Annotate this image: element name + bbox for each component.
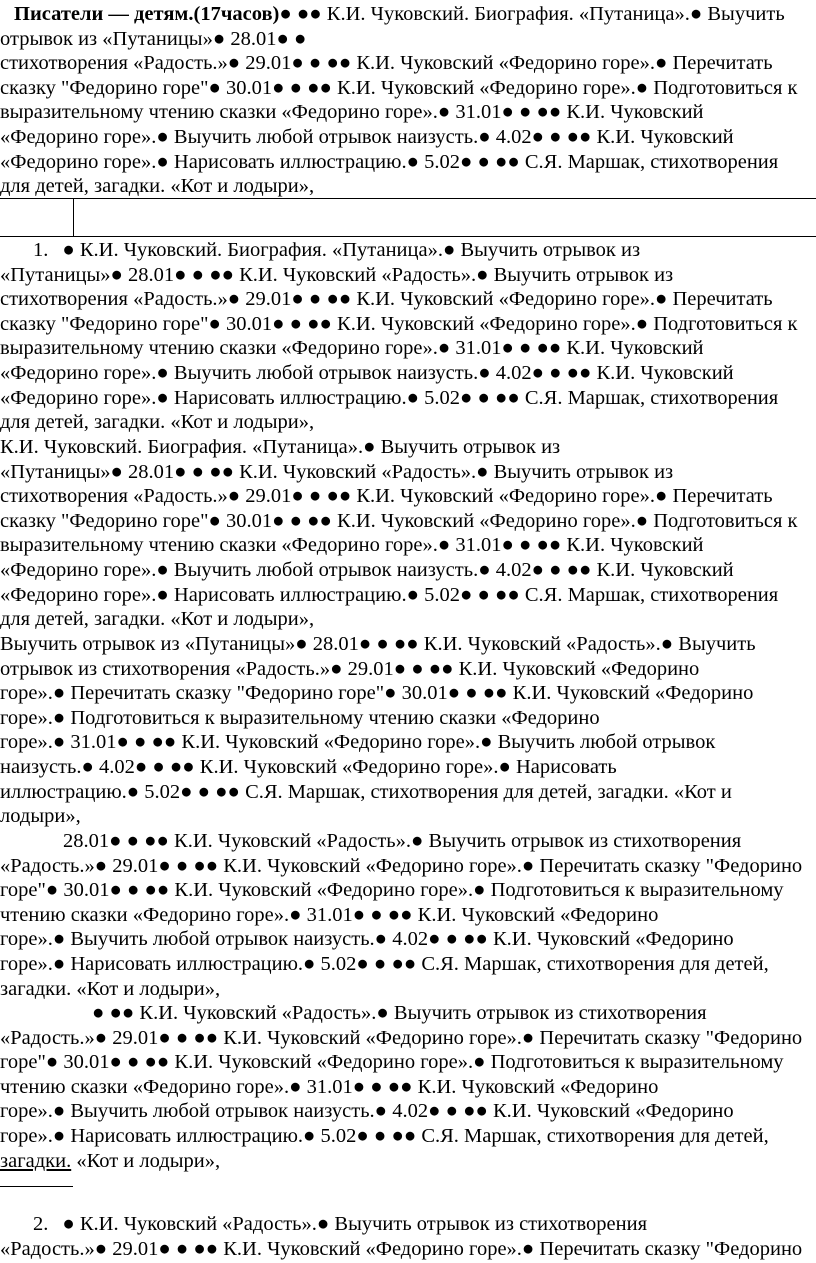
header-text: ● ●● К.И. Чуковский. Биография. «Путаница».● Выучить отрывок из «Путаницы»● 28.01● ● стихотворения «Радость.»● 29.01● ● ●● К.И. Чуковский «Федорино горе».● Перечитать сказку "Федорино горе"● 30.01● ● ●● К.И. Чуковский «Федорино горе».● Подготовиться к выразительному чтению сказки «Федорино горе».● 31.01● ● ●● К.И. Чуковский «Федорино горе».● Выучить любой отрывок наизусть.● 4.02● ● ●● К.И. Чуковский «Федорино горе».● Нарисовать иллюстрацию.● 5.02● ● ●● С.Я. Маршак, стихотворения для детей, загадки. «Кот и лодыри», (0, 3, 798, 198)
section-title: Писатели — детям.(17часов) (14, 3, 280, 25)
paragraph-5-tail: «Кот и лодыри», (71, 1149, 221, 1172)
list-item-text: ● К.И. Чуковский «Радость».● Выучить отрывок из стихотворения «Радость.»● 29.01● ● ●● К.И. Чуковский «Федорино горе».● Перечитать сказку "Федорино (0, 1213, 803, 1260)
list-item-text: ● К.И. Чуковский. Биография. «Путаница».● Выучить отрывок из «Путаницы»● 28.01● ● ●● К.И. Чуковский «Радость».● Выучить отрывок из стихотворения «Радость.»● 29.01● ● ●● К.И. Чуковский «Федорино горе».● Перечитать сказку "Федорино горе"● 30.01● ● ●● К.И. Чуковский «Федорино горе».● Подготовиться к выразительному чтению сказки «Федорино горе».● 31.01● ● ●● К.И. Чуковский «Федорино горе».● Выучить любой отрывок наизусть.● 4.02● ● ●● К.И. Чуковский «Федорино горе».● Нарисовать иллюстрацию.● 5.02● ● ●● С.Я. Маршак, стихотворения для детей, загадки. «Кот и лодыри», (0, 239, 798, 434)
paragraph-2: К.И. Чуковский. Биография. «Путаница».● Выучить отрывок из «Путаницы»● 28.01● ● ●● К.И. Чуковский «Радость».● Выучить отрывок из стихотворения «Радость.»● 29.01● ● ●● К.И. Чуковский «Федорино горе».● Перечитать сказку "Федорино горе"● 30.01● ● ●● К.И. Чуковский «Федорино горе».● Подготовиться к выразительному чтению сказки «Федорино горе».● 31.01● ● ●● К.И. Чуковский «Федорино горе».● Выучить любой отрывок наизусть.● 4.02● ● ●● К.И. Чуковский «Федорино горе».● Нарисовать иллюстрацию.● 5.02● ● ●● С.Я. Маршак, стихотворения для детей, загадки. «Кот и лодыри», (0, 436, 798, 631)
paragraph-5 (0, 1001, 816, 1173)
table-bottom-border (0, 236, 816, 237)
table-top-border (0, 198, 816, 199)
underlined-word: загадки. (0, 1149, 72, 1172)
list-item-2 (0, 1212, 816, 1261)
paragraph-5-text: ● ●● К.И. Чуковский «Радость».● Выучить отрывок из стихотворения «Радость.»● 29.01● ● ●● К.И. Чуковский «Федорино горе».● Перечитать сказку "Федорино горе"● 30.01● ● ●● К.И. Чуковский «Федорино горе».● Подготовиться к выразительному чтению сказки «Федорино горе».● 31.01● ● ●● К.И. Чуковский «Федорино горе».● Выучить любой отрывок наизусть.● 4.02● ● ●● К.И. Чуковский «Федорино горе».● Нарисовать иллюстрацию.● 5.02● ● ●● С.Я. Маршак, стихотворения для детей, (0, 1002, 803, 1147)
paragraph-4: 28.01● ● ●● К.И. Чуковский «Радость».● Выучить отрывок из стихотворения «Радость.»● 29.01● ● ●● К.И. Чуковский «Федорино горе».● Перечитать сказку "Федорино горе"● 30.01● ● ●● К.И. Чуковский «Федорино горе».● Подготовиться к выразительному чтению сказки «Федорино горе».● 31.01● ● ●● К.И. Чуковский «Федорино горе».● Выучить любой отрывок наизусть.● 4.02● ● ●● К.И. Чуковский «Федорино горе».● Нарисовать иллюстрацию.● 5.02● ● ●● С.Я. Маршак, стихотворения для детей, загадки. «Кот и лодыри», (0, 830, 803, 1000)
list-item-number: 2. (33, 1213, 49, 1235)
paragraph-3: Выучить отрывок из «Путаницы»● 28.01● ● ●● К.И. Чуковский «Радость».● Выучить отрывок из стихотворения «Радость.»● 29.01● ● ●● К.И. Чуковский «Федорино горе».● Перечитать сказку "Федорино горе"● 30.01● ● ●● К.И. Чуковский «Федорино горе».● Подготовиться к выразительному чтению сказки «Федорино горе».● 31.01● ● ●● К.И. Чуковский «Федорино горе».● Выучить любой отрывок наизусть.● 4.02● ● ●● К.И. Чуковский «Федорино горе».● Нарисовать иллюстрацию.● 5.02● ● ●● С.Я. Маршак, стихотворения для детей, загадки. «Кот и лодыри», (0, 633, 756, 828)
header-paragraph (0, 2, 816, 199)
footnote-separator (0, 1186, 73, 1187)
list-item-number: 1. (33, 239, 49, 261)
table-cell-divider (73, 198, 74, 236)
list-item-1 (0, 238, 816, 435)
